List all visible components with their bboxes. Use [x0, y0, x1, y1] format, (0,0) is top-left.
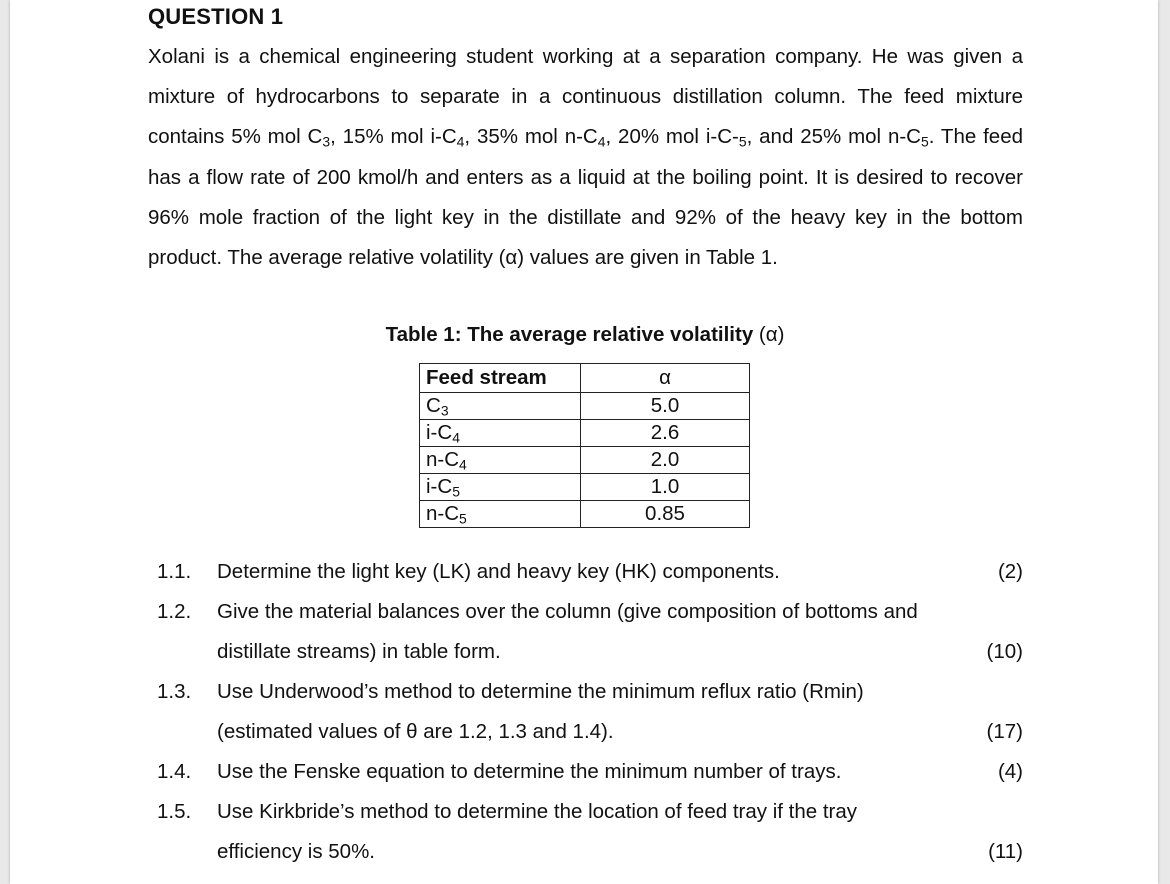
component-cell: $i-C_4$: [420, 420, 581, 447]
question-text: Use Underwood’s method to determine the minimum reflux ratio (Rmin): [217, 680, 864, 703]
question-number: 1.3.: [157, 680, 192, 703]
question-marks: (4): [997, 760, 1023, 783]
table-row: [420, 447, 750, 474]
alpha-cell: 1.0: [581, 474, 750, 501]
table-caption: Table 1: The average relative volatility (α): [385, 323, 785, 346]
table-row: [420, 420, 750, 447]
alpha-cell: 2.0: [581, 447, 750, 474]
question-text-continued: (estimated values of θ are 1.2, 1.3 and 1.4).: [217, 720, 614, 743]
volatility-table: [419, 363, 750, 528]
header-feed-stream: Feed stream: [420, 364, 581, 393]
question-marks: (17): [986, 720, 1023, 743]
question-text: Determine the light key (LK) and heavy key (HK) components.: [217, 560, 780, 583]
question-number: 1.1.: [157, 560, 192, 583]
problem-statement: Xolani is a chemical engineering student working at a separation company. He was given a mixture of hydrocarbons to separate in a continuous distillation column. The feed mixture contains 5% mol $C_3$, 15% mol $i-C_4$, 35% mol $n-C_4$, 20% mol $i-C-_5$, and 25% mol $n-C_5$. The feed has a flow rate of 200 kmol/h and enters as a liquid at the boiling point. It is desired to recover 96% mole fraction of the light key in the distillate and 92% of the heavy key in the bottom product. The average relative volatility (α) values are given in Table 1.: [148, 45, 1023, 270]
table-row: [420, 474, 750, 501]
table-header-row: [420, 364, 750, 393]
question-text: Use Kirkbride’s method to determine the location of feed tray if the tray: [217, 800, 858, 823]
alpha-cell: 0.85: [581, 501, 750, 528]
question-marks: (2): [997, 560, 1023, 583]
alpha-cell: 2.6: [581, 420, 750, 447]
alpha-cell: 5.0: [581, 393, 750, 420]
question-text-continued: distillate streams) in table form.: [217, 640, 501, 663]
question-heading: QUESTION 1: [148, 4, 284, 29]
question-marks: (11): [988, 840, 1023, 863]
question-number: 1.2.: [157, 600, 192, 623]
component-cell: $n-C_5$: [420, 501, 581, 528]
component-cell: $n-C_4$: [420, 447, 581, 474]
component-cell: $C_3$: [420, 393, 581, 420]
component-cell: $i-C_5$: [420, 474, 581, 501]
question-number: 1.4.: [157, 760, 192, 783]
question-marks: (10): [986, 640, 1023, 663]
question-number: 1.5.: [157, 800, 192, 823]
question-text: Use the Fenske equation to determine the minimum number of trays.: [217, 760, 842, 783]
header-alpha: α: [581, 364, 750, 393]
table-row: [420, 501, 750, 528]
table-row: [420, 393, 750, 420]
question-text: Give the material balances over the column (give composition of bottoms and: [217, 600, 918, 623]
question-text-continued: efficiency is 50%.: [217, 840, 376, 863]
